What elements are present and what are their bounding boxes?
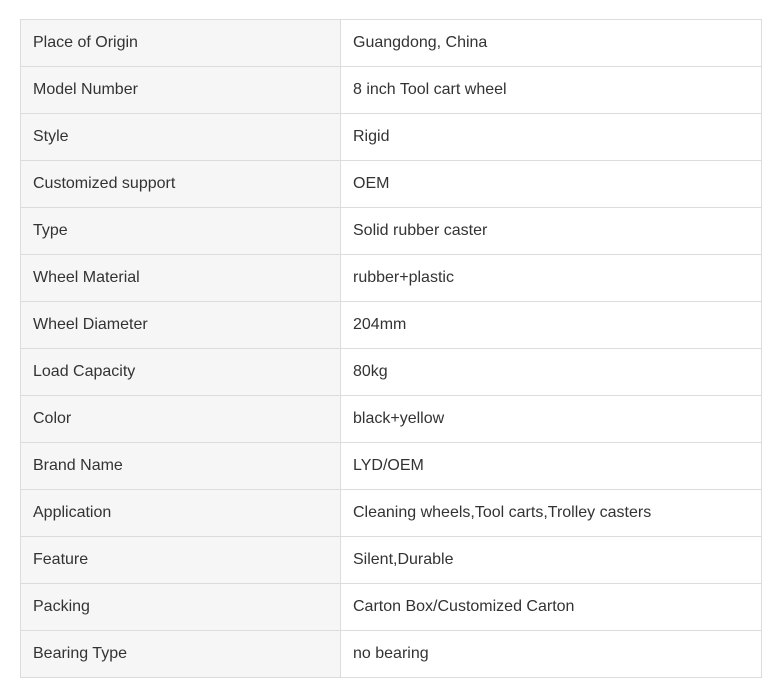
spec-label: Application [21, 490, 341, 537]
spec-label: Wheel Material [21, 255, 341, 302]
table-row [21, 443, 762, 490]
spec-label: Type [21, 208, 341, 255]
spec-label: Feature [21, 537, 341, 584]
spec-label: Brand Name [21, 443, 341, 490]
spec-value: black+yellow [341, 396, 762, 443]
table-row [21, 208, 762, 255]
table-row [21, 537, 762, 584]
spec-value: Guangdong, China [341, 20, 762, 67]
spec-label: Bearing Type [21, 631, 341, 678]
table-row [21, 302, 762, 349]
spec-label: Style [21, 114, 341, 161]
spec-value: 80kg [341, 349, 762, 396]
spec-value: rubber+plastic [341, 255, 762, 302]
spec-value: 8 inch Tool cart wheel [341, 67, 762, 114]
table-row [21, 255, 762, 302]
spec-label: Color [21, 396, 341, 443]
table-row [21, 631, 762, 678]
spec-value: 204mm [341, 302, 762, 349]
spec-value: OEM [341, 161, 762, 208]
table-row [21, 349, 762, 396]
spec-value: Rigid [341, 114, 762, 161]
table-row [21, 114, 762, 161]
spec-label: Model Number [21, 67, 341, 114]
spec-value: Silent,Durable [341, 537, 762, 584]
spec-label: Packing [21, 584, 341, 631]
spec-value: no bearing [341, 631, 762, 678]
spec-value: Cleaning wheels,Tool carts,Trolley casters [341, 490, 762, 537]
spec-label: Place of Origin [21, 20, 341, 67]
spec-label: Load Capacity [21, 349, 341, 396]
table-row [21, 67, 762, 114]
table-row [21, 20, 762, 67]
spec-value: Carton Box/Customized Carton [341, 584, 762, 631]
spec-label: Customized support [21, 161, 341, 208]
spec-value: LYD/OEM [341, 443, 762, 490]
spec-label: Wheel Diameter [21, 302, 341, 349]
product-spec-table [20, 19, 762, 678]
table-row [21, 396, 762, 443]
table-row [21, 584, 762, 631]
table-row [21, 161, 762, 208]
table-row [21, 490, 762, 537]
spec-value: Solid rubber caster [341, 208, 762, 255]
